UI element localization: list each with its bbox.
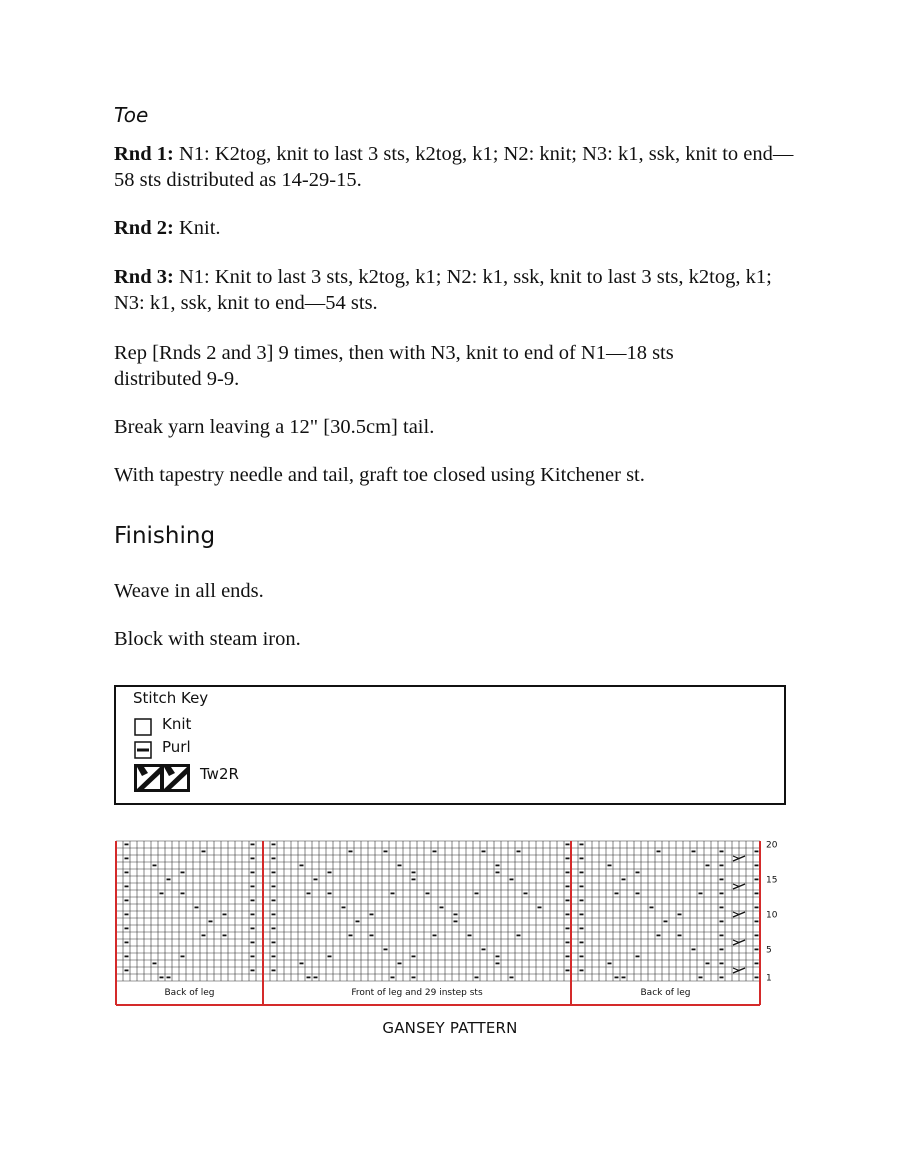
purl-mark	[251, 900, 255, 902]
purl-mark	[370, 935, 374, 937]
purl-mark	[566, 914, 570, 916]
purl-mark	[251, 956, 255, 958]
purl-mark	[566, 900, 570, 902]
purl-mark	[755, 851, 759, 853]
purl-mark	[510, 879, 514, 881]
purl-mark	[657, 935, 661, 937]
purl-mark	[125, 844, 129, 846]
purl-mark	[475, 977, 479, 979]
purl-mark	[272, 970, 276, 972]
purl-mark	[580, 956, 584, 958]
toe-rnd3	[114, 264, 804, 316]
toe-break: Break yarn leaving a 12" [30.5cm] tail.	[114, 416, 435, 438]
purl-mark	[167, 977, 171, 979]
purl-mark	[580, 942, 584, 944]
purl-mark	[706, 963, 710, 965]
purl-mark	[720, 921, 724, 923]
purl-mark	[580, 858, 584, 860]
tw2r-cable-icon	[134, 764, 190, 792]
purl-mark	[349, 935, 353, 937]
purl-mark	[538, 907, 542, 909]
purl-mark	[433, 935, 437, 937]
purl-mark	[664, 921, 668, 923]
purl-mark	[720, 865, 724, 867]
purl-square-icon	[134, 741, 152, 759]
purl-mark	[251, 858, 255, 860]
purl-mark	[580, 872, 584, 874]
purl-mark	[412, 879, 416, 881]
purl-mark	[475, 893, 479, 895]
purl-mark	[510, 977, 514, 979]
purl-mark	[580, 900, 584, 902]
purl-label: Purl	[162, 738, 191, 756]
purl-mark	[496, 872, 500, 874]
purl-mark	[412, 977, 416, 979]
purl-mark	[657, 851, 661, 853]
purl-mark	[566, 858, 570, 860]
purl-mark	[566, 872, 570, 874]
purl-mark	[384, 851, 388, 853]
purl-mark	[720, 949, 724, 951]
purl-mark	[720, 977, 724, 979]
purl-mark	[580, 914, 584, 916]
purl-mark	[692, 949, 696, 951]
purl-mark	[307, 977, 311, 979]
purl-mark	[370, 914, 374, 916]
purl-mark	[755, 921, 759, 923]
toe-graft: With tapestry needle and tail, graft toe closed using Kitchener st.	[114, 464, 645, 486]
purl-mark	[426, 893, 430, 895]
purl-mark	[412, 872, 416, 874]
purl-mark	[496, 865, 500, 867]
purl-mark	[755, 949, 759, 951]
purl-mark	[755, 893, 759, 895]
purl-mark	[720, 935, 724, 937]
purl-mark	[636, 956, 640, 958]
purl-mark	[328, 872, 332, 874]
purl-mark	[517, 851, 521, 853]
purl-mark	[202, 935, 206, 937]
purl-mark	[125, 942, 129, 944]
purl-mark	[720, 893, 724, 895]
tw2r-mark	[733, 968, 739, 971]
purl-mark	[433, 851, 437, 853]
purl-mark	[720, 963, 724, 965]
purl-mark	[125, 928, 129, 930]
purl-mark	[251, 942, 255, 944]
purl-mark	[223, 935, 227, 937]
purl-mark	[566, 886, 570, 888]
purl-mark	[755, 865, 759, 867]
purl-mark	[328, 893, 332, 895]
purl-mark	[622, 879, 626, 881]
purl-mark	[125, 956, 129, 958]
purl-mark	[125, 970, 129, 972]
purl-mark	[328, 956, 332, 958]
purl-mark	[202, 851, 206, 853]
purl-mark	[496, 963, 500, 965]
purl-mark	[272, 956, 276, 958]
finishing-block: Block with steam iron.	[114, 628, 301, 650]
rnd1-text: N1: K2tog, knit to last 3 sts, k2tog, k1; N2: knit; N3: k1, ssk, knit to end—58 sts distributed as 14-29-15.	[114, 143, 794, 191]
purl-mark	[440, 907, 444, 909]
row-label-1: 1	[766, 973, 772, 984]
finishing-heading: Finishing	[114, 523, 216, 549]
purl-mark	[755, 963, 759, 965]
purl-mark	[580, 928, 584, 930]
purl-mark	[454, 921, 458, 923]
gansey-chart	[112, 833, 802, 1014]
purl-mark	[706, 865, 710, 867]
row-label-15: 15	[766, 875, 778, 886]
stitch-key-title: Stitch Key	[133, 689, 209, 707]
row-label-10: 10	[766, 910, 778, 921]
purl-mark	[720, 879, 724, 881]
purl-mark	[482, 949, 486, 951]
purl-mark	[251, 886, 255, 888]
purl-mark	[678, 935, 682, 937]
purl-mark	[468, 935, 472, 937]
purl-mark	[209, 921, 213, 923]
purl-mark	[650, 907, 654, 909]
purl-mark	[391, 893, 395, 895]
purl-mark	[755, 977, 759, 979]
purl-mark	[566, 956, 570, 958]
purl-mark	[412, 956, 416, 958]
rnd1-label: Rnd 1:	[114, 143, 174, 165]
purl-mark	[251, 914, 255, 916]
purl-mark	[720, 907, 724, 909]
purl-mark	[307, 893, 311, 895]
toe-rep: Rep [Rnds 2 and 3] 9 times, then with N3, knit to end of N1—18 sts distributed 9-9.	[114, 342, 674, 390]
purl-mark	[272, 872, 276, 874]
toe-rnd1	[114, 141, 804, 193]
tw2r-label: Tw2R	[200, 765, 239, 783]
purl-mark	[622, 977, 626, 979]
purl-mark	[517, 935, 521, 937]
purl-mark	[699, 893, 703, 895]
purl-mark	[482, 851, 486, 853]
rnd3-label: Rnd 3:	[114, 266, 174, 288]
knit-square-icon	[134, 718, 152, 736]
purl-mark	[692, 851, 696, 853]
purl-mark	[251, 872, 255, 874]
purl-mark	[636, 872, 640, 874]
purl-mark	[608, 963, 612, 965]
purl-mark	[391, 977, 395, 979]
purl-mark	[272, 858, 276, 860]
purl-mark	[251, 844, 255, 846]
row-label-20: 20	[766, 840, 778, 851]
section-label-1: Front of leg and 29 instep sts	[351, 988, 483, 998]
rnd2-text: Knit.	[173, 217, 221, 239]
tw2r-mark	[733, 884, 739, 887]
purl-mark	[251, 970, 255, 972]
purl-mark	[181, 956, 185, 958]
purl-mark	[342, 907, 346, 909]
tw2r-mark	[733, 856, 739, 859]
finishing-weave: Weave in all ends.	[114, 580, 264, 602]
purl-mark	[356, 921, 360, 923]
purl-mark	[160, 977, 164, 979]
purl-mark	[125, 900, 129, 902]
purl-mark	[181, 893, 185, 895]
purl-mark	[580, 844, 584, 846]
gansey-chart-svg	[112, 833, 802, 1009]
purl-mark	[314, 879, 318, 881]
purl-mark	[125, 914, 129, 916]
purl-mark	[566, 844, 570, 846]
purl-mark	[153, 963, 157, 965]
purl-mark	[755, 935, 759, 937]
stitch-key-box	[114, 685, 786, 805]
purl-mark	[615, 977, 619, 979]
purl-mark	[349, 851, 353, 853]
purl-mark	[398, 865, 402, 867]
purl-mark	[566, 928, 570, 930]
purl-mark	[580, 970, 584, 972]
purl-mark	[524, 893, 528, 895]
rnd3-text: N1: Knit to last 3 sts, k2tog, k1; N2: k1, ssk, knit to last 3 sts, k2tog, k1; N3: k1, ssk, knit to end—54 sts.	[114, 266, 772, 314]
purl-mark	[720, 851, 724, 853]
purl-mark	[272, 900, 276, 902]
section-label-2: Back of leg	[640, 988, 691, 998]
purl-mark	[272, 928, 276, 930]
purl-mark	[384, 949, 388, 951]
purl-mark	[755, 879, 759, 881]
purl-mark	[566, 970, 570, 972]
purl-mark	[636, 893, 640, 895]
purl-mark	[566, 942, 570, 944]
purl-mark	[251, 928, 255, 930]
chart-grid	[116, 841, 760, 981]
purl-mark	[160, 893, 164, 895]
purl-mark	[608, 865, 612, 867]
purl-mark	[153, 865, 157, 867]
purl-mark	[314, 977, 318, 979]
purl-mark	[195, 907, 199, 909]
toe-rnd2	[114, 215, 804, 241]
toe-heading: Toe	[114, 103, 149, 127]
purl-mark	[272, 942, 276, 944]
tw2r-mark	[733, 940, 739, 943]
purl-mark	[300, 963, 304, 965]
purl-mark	[496, 956, 500, 958]
purl-mark	[398, 963, 402, 965]
purl-mark	[272, 886, 276, 888]
tw2r-mark	[733, 912, 739, 915]
purl-mark	[678, 914, 682, 916]
knit-label: Knit	[162, 715, 192, 733]
rnd2-label: Rnd 2:	[114, 217, 174, 239]
chart-caption: GANSEY PATTERN	[382, 1019, 518, 1037]
purl-mark	[167, 879, 171, 881]
purl-mark	[454, 914, 458, 916]
purl-mark	[125, 872, 129, 874]
purl-mark	[615, 893, 619, 895]
purl-mark	[580, 886, 584, 888]
purl-mark	[272, 844, 276, 846]
row-label-5: 5	[766, 945, 772, 956]
purl-mark	[300, 865, 304, 867]
purl-mark	[755, 907, 759, 909]
purl-mark	[223, 914, 227, 916]
purl-mark	[699, 977, 703, 979]
purl-mark	[125, 858, 129, 860]
section-label-0: Back of leg	[164, 988, 215, 998]
purl-mark	[181, 872, 185, 874]
purl-mark	[125, 886, 129, 888]
purl-mark	[272, 914, 276, 916]
